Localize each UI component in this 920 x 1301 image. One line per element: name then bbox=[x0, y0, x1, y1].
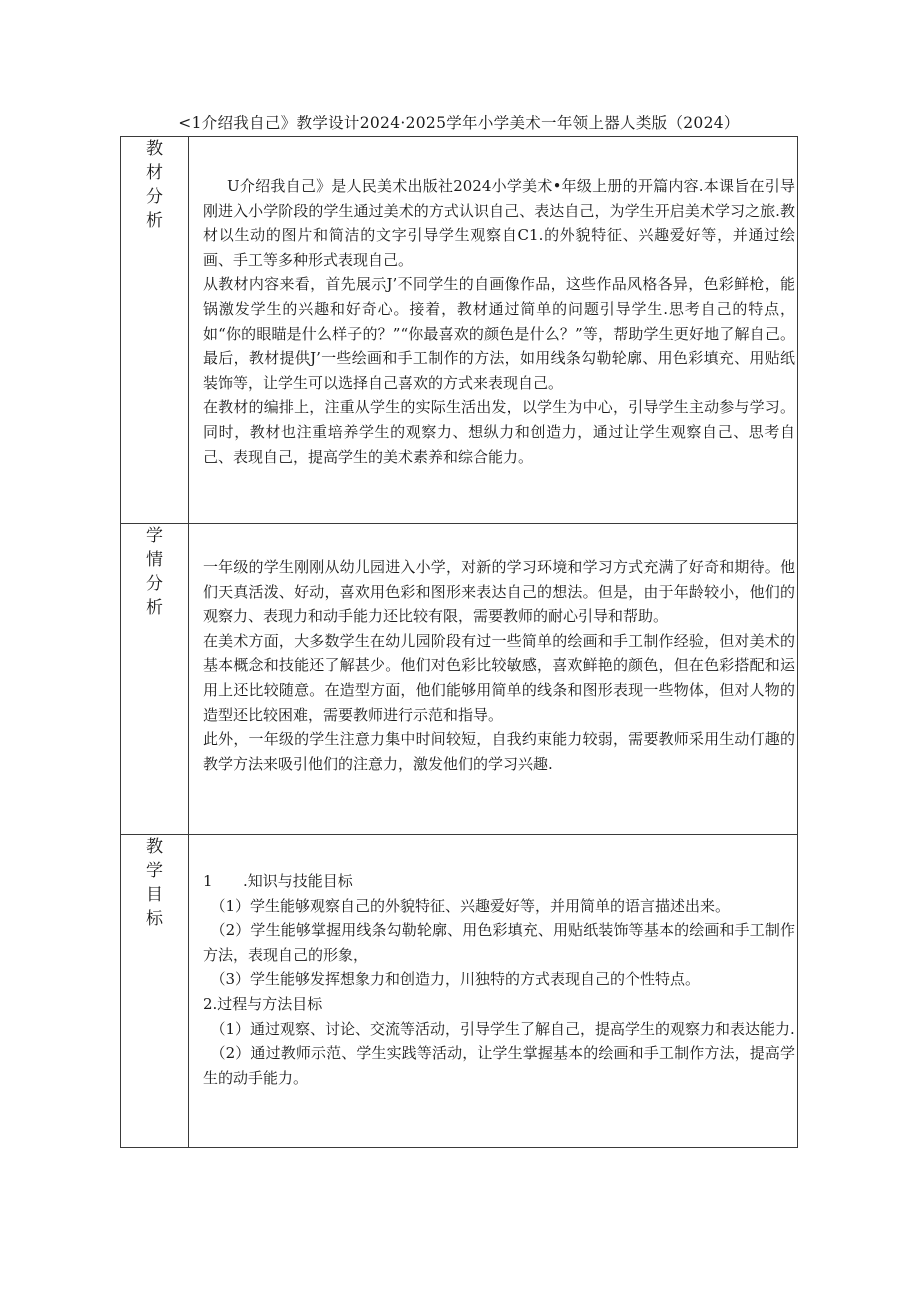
document-title: <1介绍我自己》教学设计2024·2025学年小学美术一年领上器人类版（2024） bbox=[178, 114, 740, 132]
label-char: 教 bbox=[146, 139, 163, 159]
table-row-textbook-analysis bbox=[121, 137, 798, 524]
label-char: 析 bbox=[146, 598, 163, 618]
objective-item: （2）学生能够掌握用线条勾勒轮廓、用色彩填充、用贴纸装饰等基本的绘画和手工制作方法，表现自己的形象， bbox=[203, 921, 795, 964]
paragraph: 在美术方面，大多数学生在幼儿园阶段有过一些简单的绘画和手工制作经验，但对美术的基本概念和技能还了解甚少。他们对色彩比较敏感，喜欢鲜艳的颜色，但在色彩搭配和运用上还比较随意。在造型方面，他们能够用简单的线条和图形表现一些物体，但对人物的造型还比较困难，需要教师进行示范和指导。 bbox=[203, 631, 795, 724]
heading-number: 1 bbox=[203, 872, 213, 890]
objective-heading bbox=[203, 869, 795, 894]
heading-text: .知识与技能目标 bbox=[243, 872, 353, 890]
paragraph: U介绍我自己》是人民美术出版社2024小学美术•年级上册的开篇内容.本课旨在引导刚进入小学阶段的学生通过美术的方式认识自己、表达自己，为学生开启美术学习之旅.教材以生动的图片和简洁的文字引导学生观察自C1.的外貌特征、兴趣爱好等，并通过绘画、手工等多种形式表现自己。 bbox=[203, 177, 795, 269]
objective-item: （3）学生能够发挥想象力和创造力，川独特的方式表现自己的个性特点。 bbox=[210, 970, 701, 989]
objective-heading: 2.过程与方法目标 bbox=[203, 994, 323, 1013]
student-analysis-cell bbox=[189, 524, 798, 835]
table-row-teaching-objectives bbox=[121, 835, 798, 1148]
objective-item: （1）学生能够观察自己的外貌特征、兴趣爱好等，并用简单的语言描述出来。 bbox=[210, 896, 731, 915]
label-char: 分 bbox=[146, 574, 163, 594]
objective-item: （1）通过观察、讨论、交流等活动，引导学生了解自己，提高学生的观察力和表达能力. bbox=[210, 1019, 795, 1038]
label-char: 标 bbox=[146, 909, 163, 929]
label-char: 材 bbox=[146, 163, 163, 183]
row-label-textbook-analysis bbox=[121, 137, 189, 524]
label-char: 教 bbox=[146, 837, 163, 857]
label-char: 目 bbox=[146, 885, 163, 905]
label-char: 分 bbox=[146, 187, 163, 207]
row-label-teaching-objectives bbox=[121, 835, 189, 1148]
paragraph: 一年级的学生刚刚从幼儿园进入小学，对新的学习环境和学习方式充满了好奇和期待。他们天真活泼、好动，喜欢用色彩和图形来表达自己的想法。但是，由于年龄较小，他们的观察力、表现力和动手能力还比较有限，需要教师的耐心引导和帮助。 bbox=[203, 558, 795, 626]
label-char: 情 bbox=[146, 550, 163, 570]
teaching-objectives-cell bbox=[189, 835, 798, 1148]
paragraph: 此外，一年级的学生注意力集中时间较短，自我约束能力较弱，需要教师采用生动仃趣的教学方法来吸引他们的注意力，激发他们的学习兴趣. bbox=[203, 730, 795, 773]
label-char: 学 bbox=[146, 526, 163, 546]
paragraph: 从教材内容来看，首先展示J’不同学生的自画像作品，这些作品风格各异，色彩鲜枪，能锅激发学生的兴趣和好奇心。接着，教材通过简单的问题引导学生.思考自己的特点，如“你的眼瞄是什么样子的？”“你最喜欢的颜色是什么？”等，帮助学生更好地了解自己。最后，教材提供J’一些绘画和手工制作的方法，如用线条勾勒轮廓、用色彩填充、用贴纸装饰等，让学生可以选择自己喜欢的方式来表现自己。 bbox=[203, 275, 795, 392]
lesson-plan-table bbox=[120, 136, 798, 1148]
paragraph: 在教材的编排上，注重从学生的实际生活出发，以学生为中心，引导学生主动参与学习。同时，教材也注重培养学生的观察力、想纵力和创造力，通过让学生观察自己、思考自己、表现自己，提高学生的美术素养和综合能力。 bbox=[203, 398, 795, 466]
textbook-analysis-cell bbox=[189, 137, 798, 524]
row-label-student-analysis bbox=[121, 524, 189, 835]
label-char: 析 bbox=[146, 211, 163, 231]
label-char: 学 bbox=[146, 861, 163, 881]
table-row-student-analysis bbox=[121, 524, 798, 835]
objective-item: （2）通过教师示范、学生实践等活动，让学生掌握基本的绘画和手工制作方法，提高学生的动手能力。 bbox=[203, 1044, 795, 1087]
